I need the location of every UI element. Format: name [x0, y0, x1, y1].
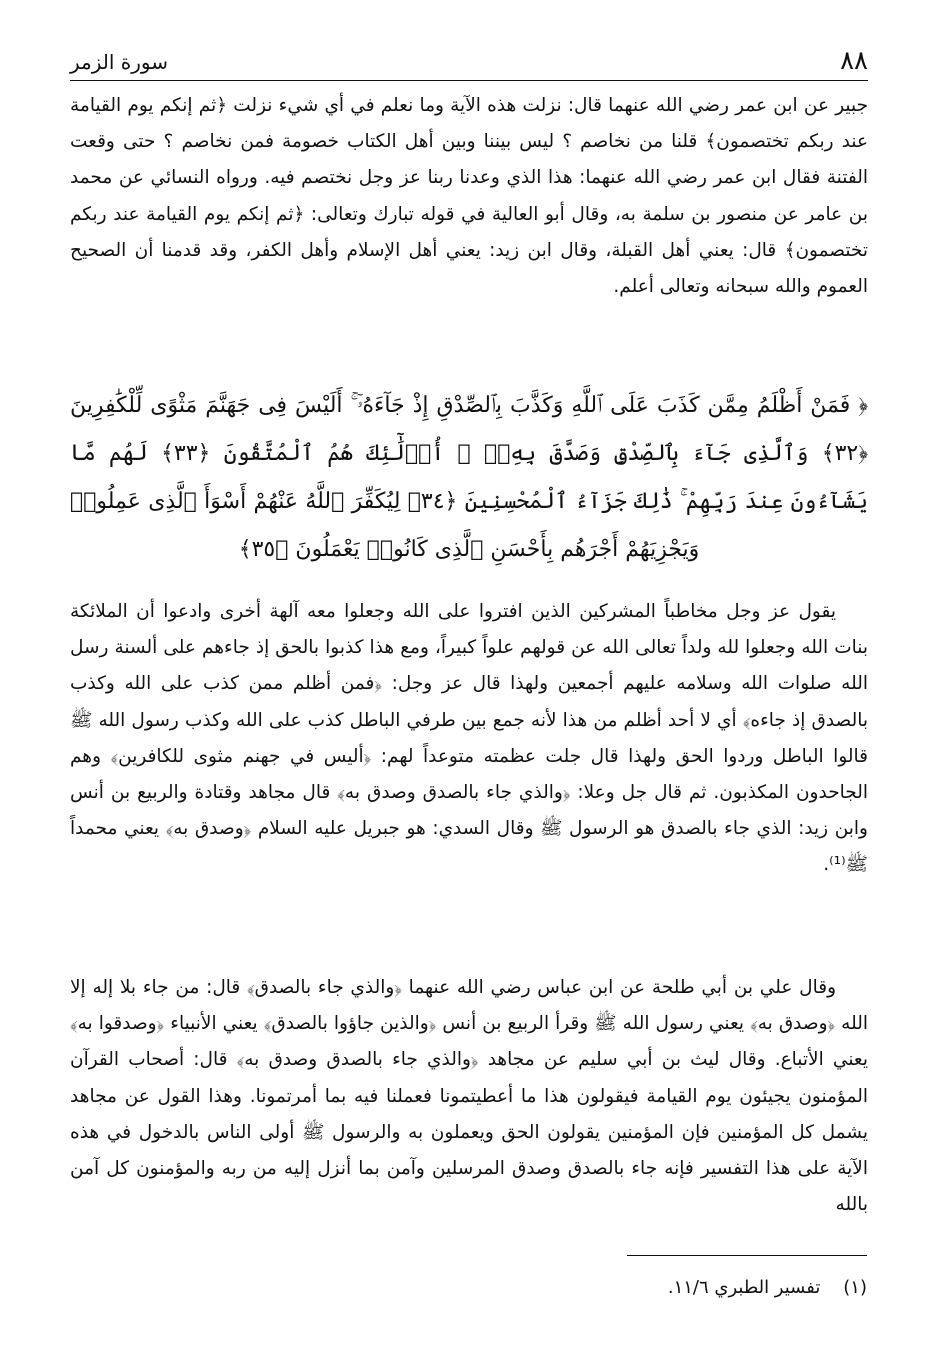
- header-divider: [70, 80, 868, 81]
- paragraph-block-3: [70, 970, 868, 1223]
- paragraph-commentary: يقول عز وجل مخاطباً المشركين الذين افتروا على الله وجعلوا معه آلهة أخرى وادعوا أن الملائكة بنات الله وجعلوا لله ولداً تعالى الله عن قولهم علواً كبيراً، ومع هذا كذبوا بالحق إذ جاءهم على ألسنة رسل الله صلوات الله وسلامه عليهم أجمعين ولهذا قال عز وجل: ﴿فمن أظلم ممن كذب على الله وكذب بالصدق إذ جاءه﴾ أي لا أحد أظلم من هذا لأنه جمع بين طرفي الباطل كذب على الله وكذب رسول الله ﷺ قالوا الباطل وردوا الحق ولهذا قال جلت عظمته متوعداً لهم: ﴿أليس في جهنم مثوى للكافرين﴾ وهم الجاحدون المكذبون. ثم قال جل وعلا: ﴿والذي جاء بالصدق وصدق به﴾ قال مجاهد وقتادة والربيع بن أنس وابن زيد: الذي جاء بالصدق هو الرسول ﷺ وقال السدي: هو جبريل عليه السلام ﴿وصدق به﴾ يعني محمداً ﷺ⁽¹⁾.: [70, 601, 868, 876]
- paragraph-block-2: [70, 594, 868, 884]
- footnote: [267, 1274, 867, 1302]
- quran-verses: ﴿ فَمَنْ أَظْلَمُ مِمَّن كَذَبَ عَلَى ٱللَّهِ وَكَذَّبَ بِٱلصِّدْقِ إِذْ جَآءَهُۥٓ ۚ أَلَيْسَ فِى جَهَنَّمَ مَثْوًى لِّلْكَٰفِرِينَ ﴿٣٢﴾ وَٱلَّذِى جَآءَ بِٱلصِّدْقِ وَصَدَّقَ بِهِۦٓ ۙ أُو۟لَٰٓئِكَ هُمُ ٱلْمُتَّقُونَ ﴿٣٣﴾ لَهُم مَّا يَشَآءُونَ عِندَ رَبِّهِمْ ۚ ذَٰلِكَ جَزَآءُ ٱلْمُحْسِنِينَ ﴿٣٤﴾ لِيُكَفِّرَ ٱللَّهُ عَنْهُمْ أَسْوَأَ ٱلَّذِى عَمِلُوا۟ وَيَجْزِيَهُمْ أَجْرَهُم بِأَحْسَنِ ٱلَّذِى كَانُوا۟ يَعْمَلُونَ ﴿٣٥﴾: [70, 393, 868, 562]
- page-number: ٨٨: [840, 46, 868, 76]
- footnote-marker: (١): [843, 1277, 867, 1298]
- paragraph-block-1: [70, 88, 868, 305]
- footnote-divider: [627, 1255, 867, 1256]
- running-title: سورة الزمر: [70, 50, 169, 74]
- quran-verses-block: [70, 382, 868, 574]
- paragraph-ibn-abbas: وقال علي بن أبي طلحة عن ابن عباس رضي الله عنهما ﴿والذي جاء بالصدق﴾ قال: من جاء بلا إله إلا الله ﴿وصدق به﴾ يعني رسول الله ﷺ وقرأ الربيع بن أنس ﴿والذين جاؤوا بالصدق﴾ يعني الأنبياء ﴿وصدقوا به﴾ يعني الأتباع. وقال ليث بن أبي سليم عن مجاهد ﴿والذي جاء بالصدق وصدق به﴾ قال: أصحاب القرآن المؤمنون يجيئون يوم القيامة فيقولون هذا ما أعطيتمونا فعملنا فيه بما أمرتمونا. وهذا القول عن مجاهد يشمل كل المؤمنين فإن المؤمنين يقولون الحق ويعملون به والرسول ﷺ أولى الناس بالدخول في هذه الآية على هذا التفسير فإنه جاء بالصدق وصدق المرسلين وآمن بما أنزل إليه من ربه والمؤمنون كل آمن بالله: [70, 977, 868, 1216]
- footnote-text: تفسير الطبري ١١/٦.: [667, 1277, 821, 1298]
- paragraph-ibn-umar: جبير عن ابن عمر رضي الله عنهما قال: نزلت هذه الآية وما نعلم في أي شيء نزلت ﴿ثم إنكم يوم القيامة عند ربكم تختصمون﴾ قلنا من نخاصم ؟ ليس بيننا وبين أهل الكتاب خصومة فمن نخاصم ؟ حتى وقعت الفتنة فقال ابن عمر رضي الله عنهما: هذا الذي وعدنا ربنا عز وجل نختصم فيه. ورواه النسائي عن محمد بن عامر عن منصور بن سلمة به، وقال أبو العالية في قوله تبارك وتعالى: ﴿ثم إنكم يوم القيامة عند ربكم تختصمون﴾ قال: يعني أهل القبلة، وقال ابن زيد: يعني أهل الإسلام وأهل الكفر، وقد قدمنا أن الصحيح العموم والله سبحانه وتعالى أعلم.: [70, 95, 868, 298]
- page-header: [70, 44, 868, 78]
